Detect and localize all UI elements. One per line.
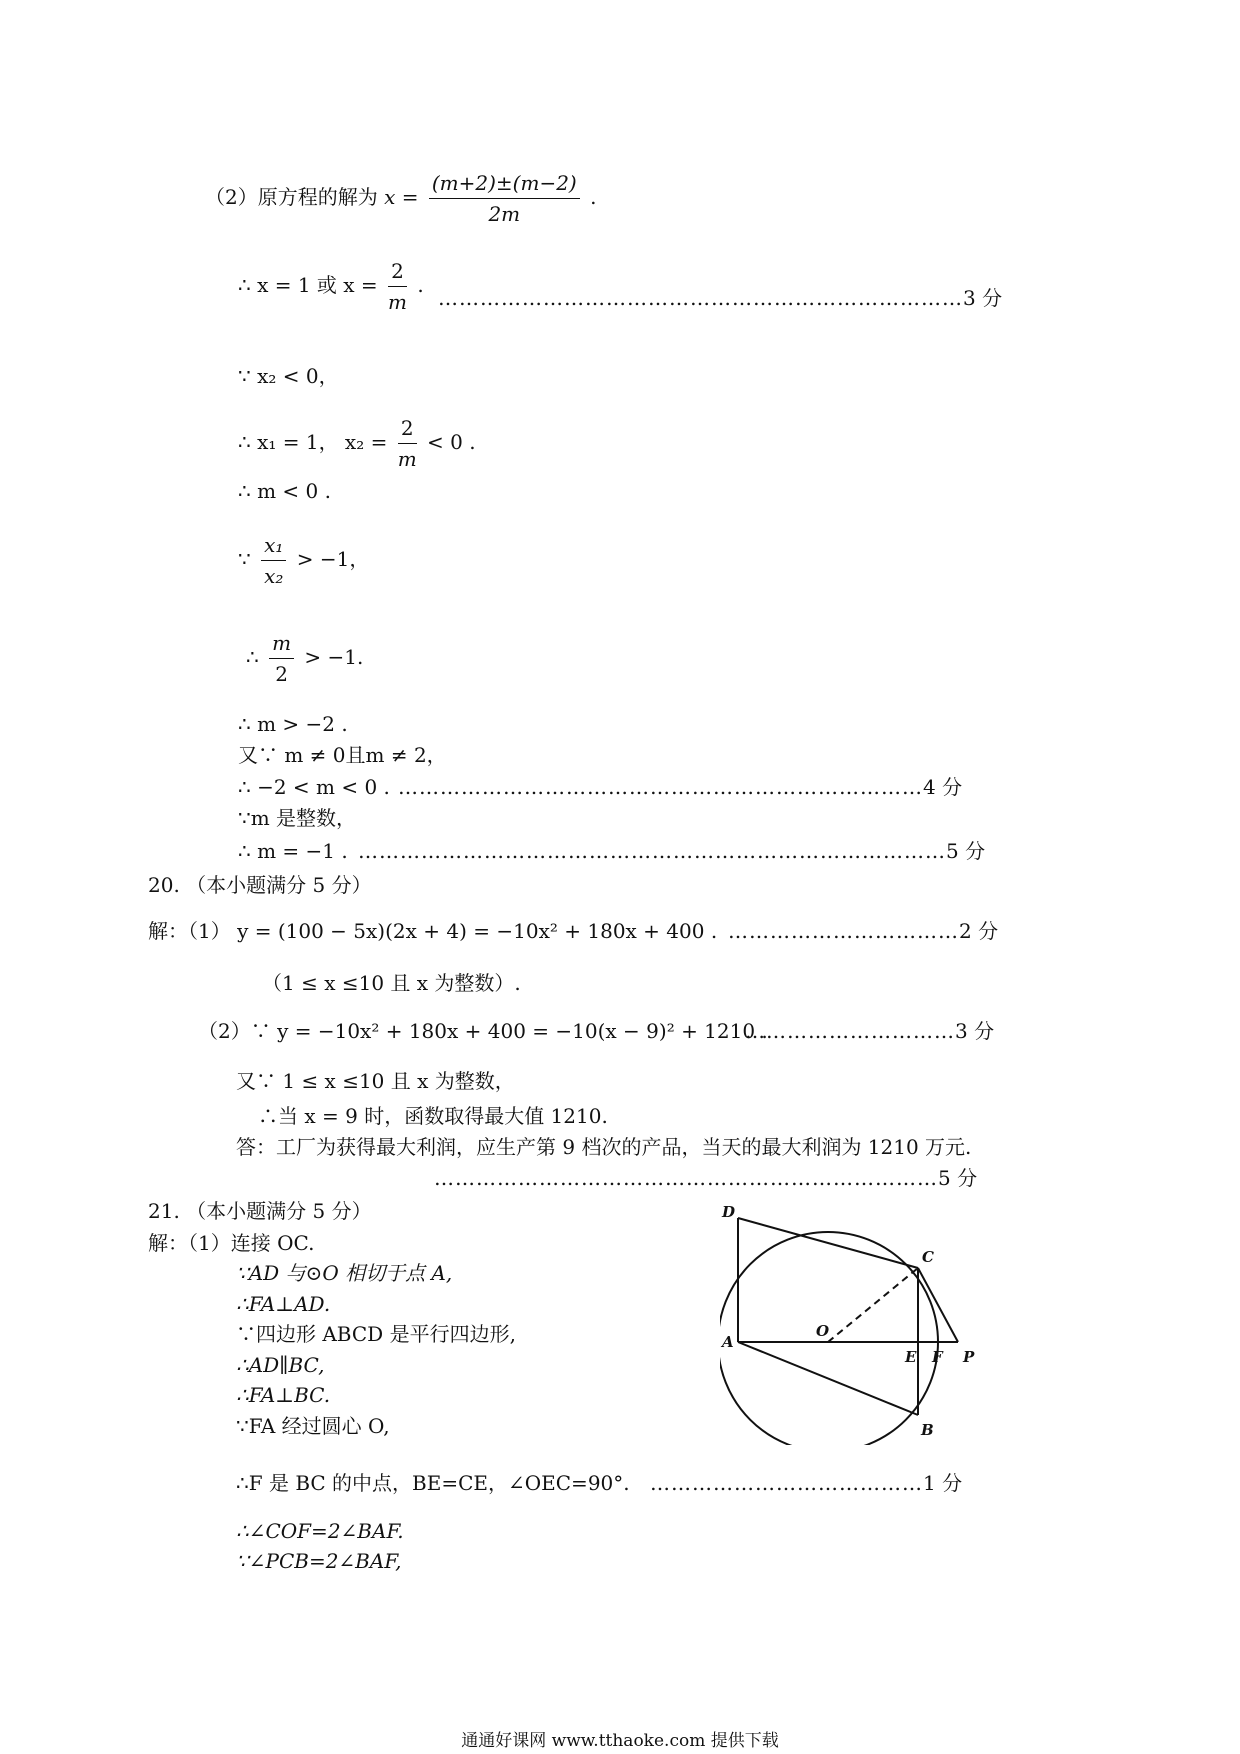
s19-x1-end: < 0 . — [427, 430, 476, 454]
s20-part1: 解：（1） y = (100 − 5x)(2x + 4) = −10x² + 180x + 400 . — [148, 919, 718, 943]
segment-oc-dashed — [828, 1268, 918, 1342]
s19-m-value: ∴ m = −1 . — [238, 839, 348, 863]
s19-m-integer: ∵m 是整数， — [238, 806, 357, 830]
s19-mhalf-therefore: ∴ — [246, 645, 259, 669]
label-d: D — [722, 1205, 736, 1221]
s19-m-not-equal: 又∵ m ≠ 0且m ≠ 2， — [238, 743, 447, 767]
s19-solution-end: . — [590, 185, 597, 209]
label-a: A — [722, 1333, 734, 1351]
s19-ratio-fraction — [261, 530, 286, 591]
s19-score-4 — [398, 774, 962, 800]
s19-mhalf-end: > −1. — [304, 645, 364, 669]
s21-score-1 — [650, 1470, 962, 1496]
s19-ratio-denominator: x₂ — [264, 564, 284, 588]
s19-mhalf-fraction — [269, 628, 294, 689]
leader-dots: ………………………………… — [650, 1471, 923, 1495]
s19-ratio-line — [238, 530, 369, 591]
s19-x1-denominator: m — [397, 447, 417, 471]
s20-score-5 — [434, 1165, 977, 1191]
s21-line-8: ∴F 是 BC 的中点，BE=CE，∠OEC=90°. — [236, 1471, 630, 1495]
s19-mhalf-denominator: 2 — [275, 662, 288, 686]
score-label: 2 分 — [959, 919, 999, 943]
s20-max: ∴当 x = 9 时，函数取得最大值 1210. — [258, 1104, 608, 1128]
s19-mhalf-line — [246, 628, 363, 689]
label-b: B — [921, 1421, 934, 1439]
s21-line-1: 解：（1）连接 OC. — [148, 1231, 315, 1255]
leader-dots: ………………………………………………………………… — [398, 775, 923, 799]
label-e: E — [905, 1348, 917, 1366]
s19-roots-end: . — [417, 273, 424, 297]
s19-x1-line — [238, 413, 476, 474]
s20-heading: 20. （本小题满分 5 分） — [148, 873, 372, 897]
s19-solution-numerator: (m+2)±(m−2) — [429, 168, 580, 199]
s19-roots-numerator: 2 — [388, 256, 407, 287]
s20-part1-condition: （1 ≤ x ≤10 且 x 为整数）. — [262, 971, 521, 995]
score-label: 5 分 — [938, 1166, 978, 1190]
leader-dots: ………………………………………………………………… — [438, 286, 963, 310]
s21-line-6: ∴FA⊥BC. — [236, 1383, 331, 1407]
s19-roots-line — [238, 256, 424, 317]
score-label: 1 分 — [923, 1471, 963, 1495]
s21-line-2: ∵AD 与⊙O 相切于点 A, — [236, 1261, 453, 1285]
s19-score-3 — [438, 285, 1002, 311]
segment-ab — [738, 1342, 918, 1415]
label-c: C — [922, 1248, 934, 1266]
s21-line-9: ∴∠COF=2∠BAF. — [236, 1519, 404, 1543]
score-label: 4 分 — [923, 775, 963, 799]
s19-x2-negative: ∵ x₂ < 0， — [238, 364, 339, 388]
score-label: 3 分 — [955, 1019, 995, 1043]
s19-x1-fraction — [398, 413, 417, 474]
s19-ratio-because: ∵ — [238, 547, 251, 571]
leader-dots: ………………………… — [745, 1019, 955, 1043]
s19-roots-fraction — [388, 256, 407, 317]
s19-roots-denominator: m — [388, 290, 407, 314]
s19-m-range: ∴ −2 < m < 0 . — [238, 775, 390, 799]
score-label: 3 分 — [963, 286, 1003, 310]
leader-dots: …………………………… — [728, 919, 959, 943]
s19-x1-numerator: 2 — [398, 413, 417, 444]
label-p: P — [963, 1348, 975, 1366]
s21-line-10: ∵∠PCB=2∠BAF, — [236, 1549, 402, 1573]
s19-x1-text: ∴ x₁ = 1， x₂ = — [238, 430, 388, 454]
label-o: O — [816, 1322, 830, 1340]
s19-solution-denominator: 2m — [488, 202, 521, 226]
s19-solution-line — [205, 168, 596, 229]
s19-ratio-end: > −1， — [296, 547, 370, 571]
s20-score-2 — [728, 918, 998, 944]
s19-solution-prefix: （2）原方程的解为 — [205, 185, 378, 209]
s19-solution-fraction — [429, 168, 580, 229]
leader-dots: ……………………………………………………………… — [434, 1166, 938, 1190]
score-label: 5 分 — [946, 839, 986, 863]
s21-line-3: ∴FA⊥AD. — [236, 1292, 331, 1316]
segment-dc — [738, 1218, 918, 1268]
s21-heading: 21. （本小题满分 5 分） — [148, 1199, 372, 1223]
geometry-figure — [720, 1205, 1000, 1445]
s20-score-3 — [745, 1018, 994, 1044]
s20-part2: （2）∵ y = −10x² + 180x + 400 = −10(x − 9)² + 1210 . — [198, 1019, 768, 1043]
s19-m-greater: ∴ m > −2 . — [238, 712, 348, 736]
s19-ratio-numerator: x₁ — [261, 530, 286, 561]
s19-m-negative: ∴ m < 0 . — [238, 479, 331, 503]
s19-score-5 — [358, 838, 985, 864]
s20-range: 又∵ 1 ≤ x ≤10 且 x 为整数， — [236, 1069, 515, 1093]
s21-line-4: ∵四边形 ABCD 是平行四边形, — [236, 1322, 516, 1346]
label-f: F — [932, 1348, 943, 1366]
page-footer: 通通好课网 www.tthaoke.com 提供下载 — [461, 1731, 779, 1751]
s19-solution-x: x = — [384, 185, 419, 209]
s19-mhalf-numerator: m — [269, 628, 294, 659]
s20-answer: 答：工厂为获得最大利润，应生产第 9 档次的产品，当天的最大利润为 1210 万元. — [236, 1135, 972, 1159]
leader-dots: ………………………………………………………………………… — [358, 839, 946, 863]
s21-line-7: ∵FA 经过圆心 O, — [236, 1414, 390, 1438]
s19-roots-text: ∴ x = 1 或 x = — [238, 273, 378, 297]
s21-line-5: ∴AD∥BC, — [236, 1353, 325, 1377]
